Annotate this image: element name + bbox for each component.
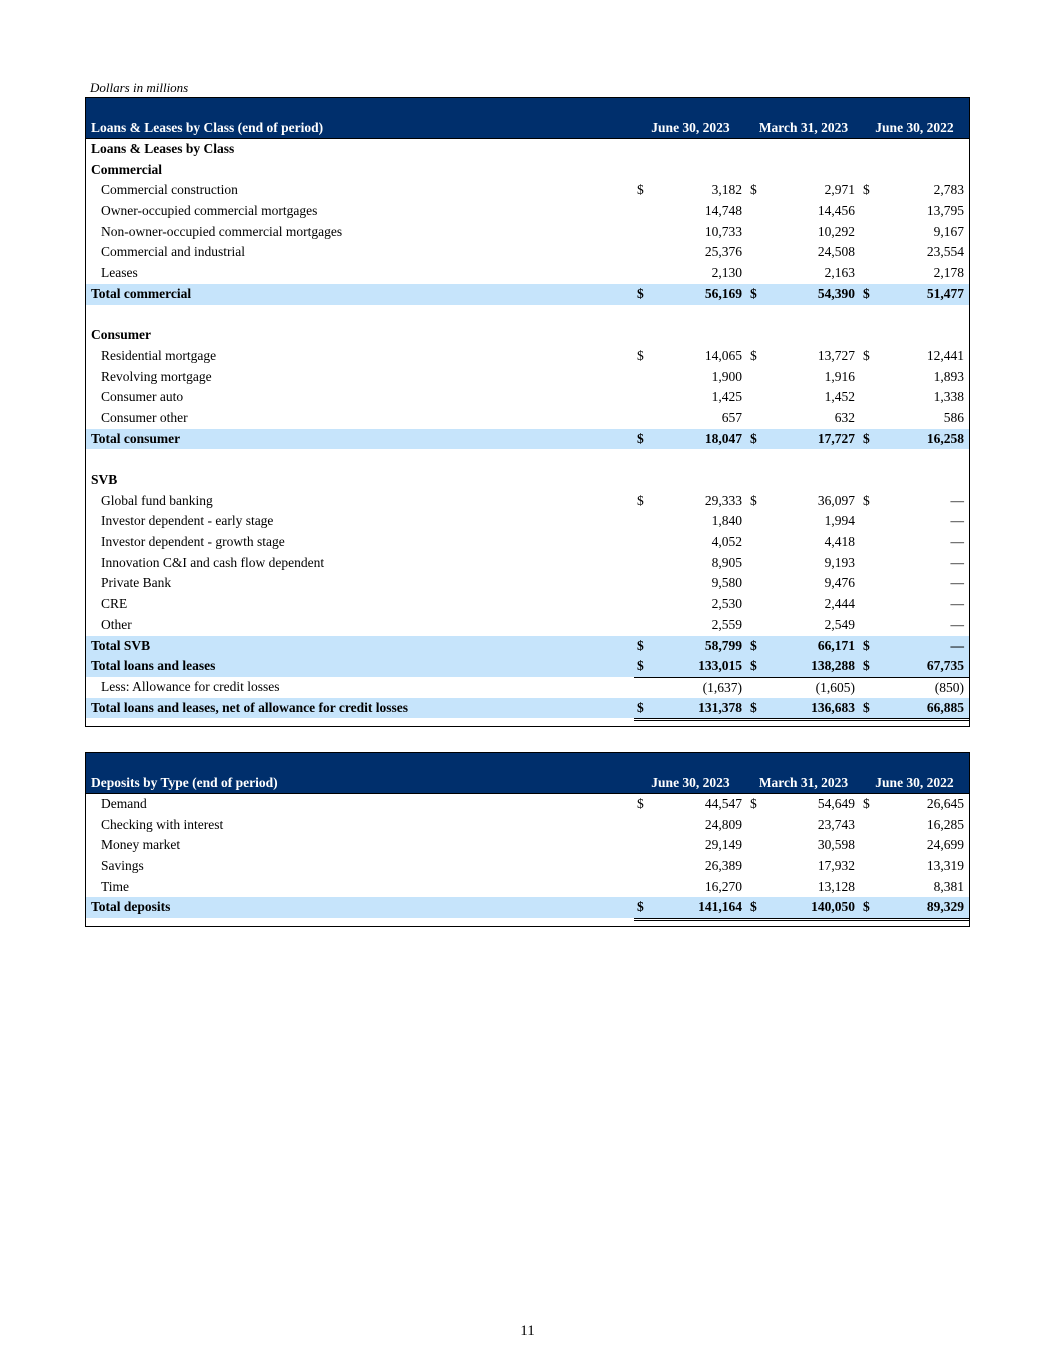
value-cell: [747, 387, 860, 408]
row-label: Residential mortgage: [101, 347, 217, 363]
value: 51,477: [926, 285, 964, 301]
row-label: Leases: [101, 265, 138, 281]
currency-symbol: $: [750, 658, 757, 674]
row-label: Total consumer: [91, 430, 181, 446]
currency-symbol: $: [863, 796, 870, 811]
row-label: Revolving mortgage: [101, 368, 212, 384]
value-cell: [747, 242, 860, 263]
currency-symbol: $: [750, 699, 757, 715]
table-row: [86, 201, 969, 222]
value: 1,994: [824, 513, 855, 529]
row-label: Private Bank: [101, 575, 172, 591]
value: 2,559: [711, 616, 742, 632]
value: 23,554: [926, 244, 964, 260]
value-cell: [634, 387, 747, 408]
currency-symbol: $: [863, 492, 870, 508]
row-label: Consumer other: [101, 409, 188, 425]
value-cell: [747, 346, 860, 367]
value-cell: [860, 573, 969, 594]
value-cell: [747, 615, 860, 637]
value: 1,916: [824, 368, 855, 384]
value-cell: [747, 794, 860, 815]
value: 131,378: [698, 699, 742, 715]
value: 13,319: [926, 858, 964, 874]
table-row: [86, 511, 969, 532]
row-label: Commercial and industrial: [101, 244, 245, 260]
value: —: [950, 513, 964, 529]
value: 13,795: [926, 203, 964, 219]
currency-symbol: $: [750, 285, 757, 301]
deposits-table: [85, 752, 970, 927]
row-label: Total SVB: [91, 637, 151, 653]
value-cell: [747, 367, 860, 388]
value: 140,050: [811, 899, 855, 915]
value-cell: [860, 284, 969, 305]
value: 9,476: [824, 575, 855, 591]
table-row: [86, 615, 969, 636]
value: 23,743: [817, 816, 855, 832]
value: 24,699: [926, 837, 964, 853]
total-svb-row: [86, 636, 969, 657]
value-cell: [860, 346, 969, 367]
row-label: Investor dependent - growth stage: [101, 534, 285, 550]
value-cell: [634, 242, 747, 263]
value: 17,727: [817, 430, 855, 446]
value-cell: [747, 222, 860, 243]
value-cell: [747, 532, 860, 553]
value: 4,052: [711, 534, 742, 550]
value-cell: [634, 636, 747, 658]
value: 1,900: [711, 368, 742, 384]
row-label: Total loans and leases, net of allowance for credit losses: [91, 699, 408, 715]
table-row: [86, 877, 969, 898]
table-row: [86, 573, 969, 594]
row-label: Other: [101, 616, 132, 632]
value: 26,389: [704, 858, 742, 874]
commercial-heading-row: [86, 160, 969, 181]
value-cell: [747, 511, 860, 532]
currency-symbol: $: [637, 899, 644, 915]
value-cell: [860, 636, 969, 658]
col-header-jun-2023: June 30, 2023: [651, 120, 730, 135]
row-label: Total deposits: [91, 899, 171, 915]
loans-table-header: [86, 98, 969, 139]
value-cell: [634, 408, 747, 430]
value: 586: [943, 409, 964, 425]
value: 133,015: [698, 658, 742, 674]
value-cell: [860, 367, 969, 388]
value: 14,065: [704, 347, 742, 363]
value-cell: [634, 284, 747, 305]
loans-table: [85, 97, 970, 727]
value: 25,376: [704, 244, 742, 260]
value-cell: [860, 594, 969, 615]
value-cell: [634, 573, 747, 594]
table-row: [86, 856, 969, 877]
currency-symbol: $: [863, 699, 870, 715]
value: (1,605): [815, 679, 855, 695]
row-label: Investor dependent - early stage: [101, 513, 274, 529]
value-cell: [747, 429, 860, 450]
value-cell: [860, 794, 969, 815]
currency-symbol: $: [750, 430, 757, 446]
row-label: Time: [101, 878, 130, 894]
value-cell: [634, 367, 747, 388]
value: 138,288: [811, 658, 855, 674]
value: 24,508: [817, 244, 855, 260]
value: 2,178: [933, 265, 964, 281]
deposits-table-header: [86, 753, 969, 794]
svb-heading-row: [86, 470, 969, 491]
value: 24,809: [704, 816, 742, 832]
table-row: [86, 346, 969, 367]
consumer-heading: Consumer: [91, 327, 151, 343]
value-cell: [634, 835, 747, 856]
value-cell: [747, 656, 860, 677]
currency-symbol: $: [750, 492, 757, 508]
value-cell: [860, 532, 969, 553]
table-row: [86, 835, 969, 856]
currency-symbol: $: [637, 658, 644, 674]
row-label: Commercial construction: [101, 182, 238, 198]
total-commercial-row: [86, 284, 969, 305]
row-label: Demand: [101, 796, 147, 811]
row-label: Total loans and leases: [91, 658, 216, 674]
svb-heading: SVB: [91, 472, 118, 487]
value: 18,047: [704, 430, 742, 446]
col-header-mar-2023: March 31, 2023: [758, 120, 849, 135]
value-cell: [860, 856, 969, 877]
value-cell: [747, 897, 860, 921]
currency-symbol: $: [637, 699, 644, 715]
value-cell: [747, 856, 860, 877]
value-cell: [860, 408, 969, 430]
currency-symbol: $: [637, 347, 644, 363]
value-cell: [634, 532, 747, 553]
value: 26,645: [926, 796, 964, 811]
row-label: Money market: [101, 837, 181, 853]
currency-symbol: $: [863, 182, 870, 198]
value: 141,164: [698, 899, 742, 915]
value-cell: [634, 856, 747, 877]
table-row: [86, 815, 969, 836]
value-cell: [634, 615, 747, 637]
value-cell: [747, 877, 860, 899]
value: 2,530: [711, 596, 742, 612]
value: —: [950, 534, 964, 550]
col-header-jun-2022: June 30, 2022: [875, 775, 954, 790]
value-cell: [860, 387, 969, 408]
value: 2,971: [824, 182, 855, 198]
total-consumer-row: [86, 429, 969, 450]
currency-symbol: $: [637, 637, 644, 653]
table-row: [86, 794, 969, 815]
value: 9,580: [711, 575, 742, 591]
value: 632: [834, 409, 855, 425]
currency-symbol: $: [750, 347, 757, 363]
value-cell: [747, 408, 860, 430]
value: 66,171: [817, 637, 855, 653]
value-cell: [747, 263, 860, 285]
value-cell: [747, 677, 860, 700]
value-cell: [860, 877, 969, 899]
row-label: Innovation C&I and cash flow dependent: [101, 554, 325, 570]
table-row: [86, 594, 969, 615]
value-cell: [634, 511, 747, 532]
allowance-row: [86, 677, 969, 698]
value-cell: [747, 284, 860, 305]
table-row: [86, 263, 969, 284]
value: 16,258: [926, 430, 964, 446]
value-cell: [634, 222, 747, 243]
currency-symbol: $: [863, 347, 870, 363]
value-cell: [860, 263, 969, 285]
value: 8,905: [711, 554, 742, 570]
value-cell: [860, 222, 969, 243]
value: 3,182: [711, 182, 742, 198]
value-cell: [747, 573, 860, 594]
value: 136,683: [811, 699, 855, 715]
value-cell: [860, 201, 969, 222]
value-cell: [634, 491, 747, 512]
value-cell: [747, 201, 860, 222]
value-cell: [634, 263, 747, 285]
value: 58,799: [704, 637, 742, 653]
value: 2,444: [824, 596, 855, 612]
value: 44,547: [704, 796, 742, 811]
row-label: Non-owner-occupied commercial mortgages: [101, 223, 343, 239]
deposits-body: [86, 794, 969, 918]
total-loans-row: [86, 656, 969, 677]
value-cell: [634, 897, 747, 921]
table-row: [86, 387, 969, 408]
consumer-heading-row: [86, 325, 969, 346]
currency-symbol: $: [637, 796, 644, 811]
loans-body: [86, 160, 969, 719]
value: 10,733: [704, 223, 742, 239]
page-number: 11: [520, 1323, 535, 1339]
row-label: Checking with interest: [101, 816, 224, 832]
currency-symbol: $: [750, 796, 757, 811]
value-cell: [860, 242, 969, 263]
row-label: Global fund banking: [101, 492, 213, 508]
value-cell: [860, 677, 969, 700]
row-label: Total commercial: [91, 285, 192, 301]
value: 14,748: [704, 203, 742, 219]
currency-symbol: $: [863, 899, 870, 915]
value: 36,097: [817, 492, 855, 508]
value-cell: [860, 491, 969, 512]
value: 1,893: [933, 368, 964, 384]
value-cell: [860, 615, 969, 637]
value: 30,598: [817, 837, 855, 853]
value-cell: [634, 815, 747, 836]
value-cell: [747, 815, 860, 836]
value: 54,390: [817, 285, 855, 301]
value: 17,932: [817, 858, 855, 874]
value-cell: [634, 201, 747, 222]
value: —: [950, 596, 964, 612]
value-cell: [634, 594, 747, 615]
value: 67,735: [926, 658, 964, 674]
deposits-table-title: Deposits by Type (end of period): [91, 775, 278, 790]
value: 16,270: [704, 878, 742, 894]
currency-symbol: $: [863, 658, 870, 674]
value: 10,292: [817, 223, 855, 239]
currency-symbol: $: [637, 492, 644, 508]
value-cell: [860, 835, 969, 856]
value: (850): [934, 679, 964, 695]
value-cell: [747, 491, 860, 512]
currency-symbol: $: [637, 182, 644, 198]
value: 4,418: [824, 534, 855, 550]
currency-symbol: $: [863, 285, 870, 301]
col-header-jun-2022: June 30, 2022: [875, 120, 954, 135]
value-cell: [634, 346, 747, 367]
value: 29,149: [704, 837, 742, 853]
value-cell: [634, 429, 747, 450]
value-cell: [634, 553, 747, 574]
row-label: CRE: [101, 596, 128, 612]
value: 89,329: [926, 899, 964, 915]
value: 2,549: [824, 616, 855, 632]
units-note: Dollars in millions: [90, 80, 189, 95]
table-row: [86, 367, 969, 388]
value-cell: [747, 553, 860, 574]
value-cell: [860, 429, 969, 450]
value: —: [950, 616, 964, 632]
loans-subtitle: Loans & Leases by Class: [91, 141, 235, 156]
value: 8,381: [933, 878, 964, 894]
row-label: Savings: [101, 858, 144, 874]
table-row: [86, 222, 969, 243]
value: 1,338: [933, 389, 964, 405]
value: 9,193: [824, 554, 855, 570]
value: 1,425: [711, 389, 742, 405]
value-cell: [634, 877, 747, 899]
loans-table-title: Loans & Leases by Class (end of period): [91, 120, 324, 135]
row-label: Owner-occupied commercial mortgages: [101, 203, 318, 219]
currency-symbol: $: [750, 637, 757, 653]
value-cell: [747, 835, 860, 856]
table-row: [86, 180, 969, 201]
currency-symbol: $: [863, 637, 870, 653]
value: —: [950, 492, 964, 508]
value: —: [950, 637, 964, 653]
table-row: [86, 532, 969, 553]
value: 54,649: [817, 796, 855, 811]
value: —: [950, 554, 964, 570]
value-cell: [860, 815, 969, 836]
loans-subtitle-row: [86, 139, 969, 160]
col-header-jun-2023: June 30, 2023: [651, 775, 730, 790]
table-row: [86, 553, 969, 574]
value: 12,441: [926, 347, 964, 363]
value: 13,128: [817, 878, 855, 894]
row-label: Consumer auto: [101, 389, 184, 405]
value: 29,333: [704, 492, 742, 508]
value-cell: [747, 594, 860, 615]
currency-symbol: $: [750, 899, 757, 915]
value-cell: [747, 698, 860, 722]
row-label: Less: Allowance for credit losses: [101, 678, 280, 694]
value-cell: [860, 897, 969, 921]
value: 1,452: [824, 389, 855, 405]
currency-symbol: $: [863, 430, 870, 446]
value: 13,727: [817, 347, 855, 363]
value-cell: [747, 180, 860, 201]
currency-symbol: $: [637, 430, 644, 446]
value-cell: [860, 511, 969, 532]
value: 2,163: [824, 265, 855, 281]
value: 14,456: [817, 203, 855, 219]
value: 56,169: [704, 285, 742, 301]
value-cell: [634, 180, 747, 201]
net-total-row: [86, 698, 969, 719]
value-cell: [860, 180, 969, 201]
value: 2,130: [711, 265, 742, 281]
currency-symbol: $: [750, 182, 757, 198]
value: 66,885: [926, 699, 964, 715]
value: 1,840: [711, 513, 742, 529]
value-cell: [747, 636, 860, 658]
value-cell: [860, 656, 969, 677]
col-header-mar-2023: March 31, 2023: [758, 775, 849, 790]
value: 9,167: [933, 223, 964, 239]
value-cell: [634, 677, 747, 700]
value: 16,285: [926, 816, 964, 832]
currency-symbol: $: [637, 285, 644, 301]
value: 2,783: [933, 182, 964, 198]
value-cell: [634, 698, 747, 722]
value-cell: [634, 656, 747, 677]
total-deposits-row: [86, 897, 969, 918]
value: 657: [721, 409, 742, 425]
value-cell: [634, 794, 747, 815]
value: (1,637): [702, 679, 742, 695]
commercial-heading: Commercial: [91, 161, 162, 177]
value-cell: [860, 553, 969, 574]
table-row: [86, 491, 969, 512]
value: —: [950, 575, 964, 591]
table-row: [86, 408, 969, 429]
table-row: [86, 242, 969, 263]
value-cell: [860, 698, 969, 722]
